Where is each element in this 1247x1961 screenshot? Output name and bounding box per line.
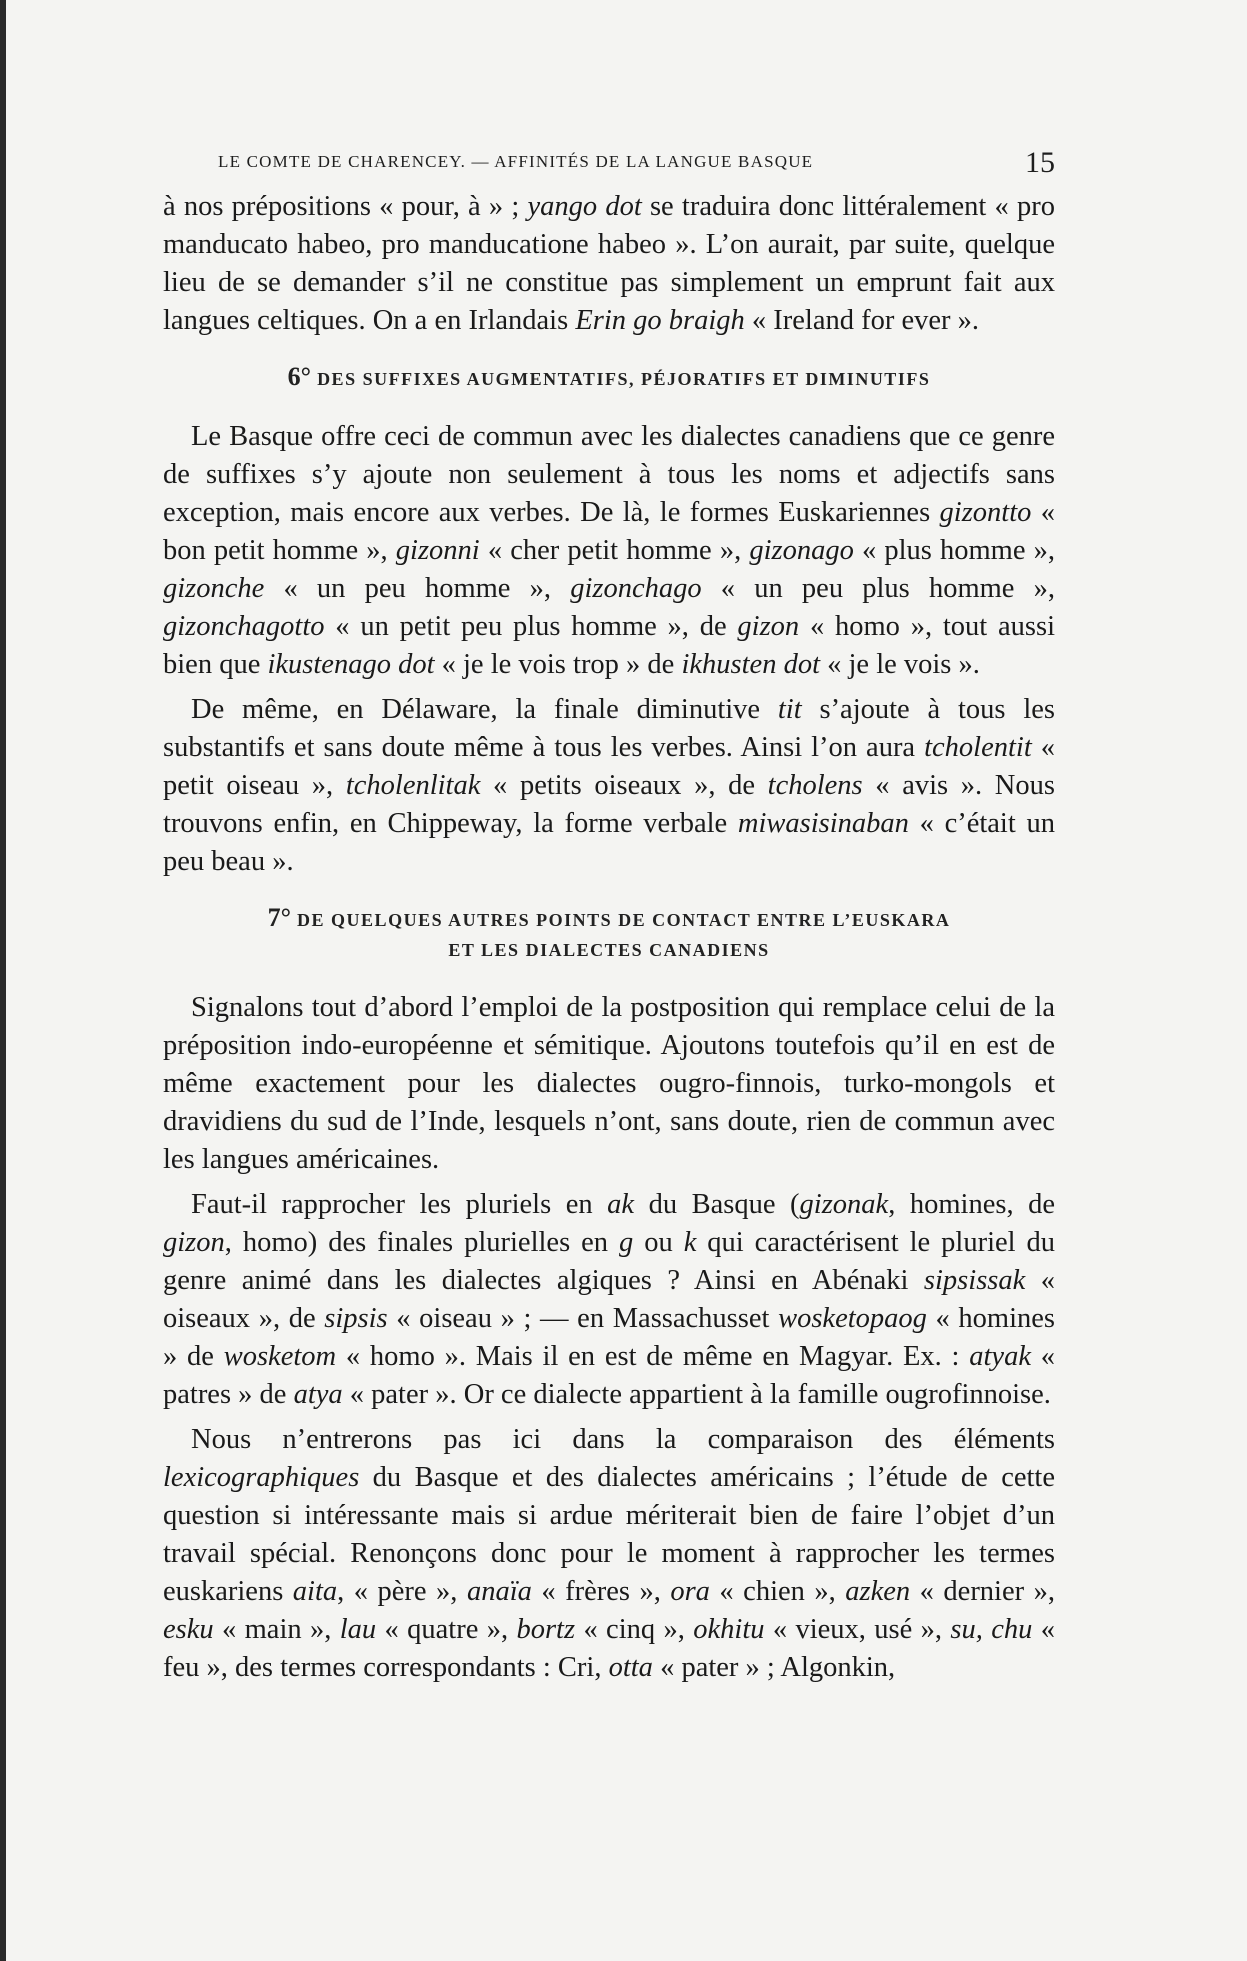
- italic-term: atyak: [969, 1341, 1031, 1372]
- italic-term: azken: [845, 1576, 911, 1607]
- italic-term: gizon: [163, 1227, 225, 1258]
- text-run: « bon petit homme »,: [163, 497, 1056, 566]
- running-title: LE COMTE DE CHARENCEY. — AFFINITÉS DE LA LANGUE BASQUE: [218, 152, 814, 171]
- italic-term: ak: [607, 1189, 635, 1220]
- italic-term: esku: [163, 1614, 214, 1645]
- italic-term: gizonchago: [570, 573, 702, 604]
- italic-term: gizon: [737, 611, 800, 642]
- italic-term: lexicographiques: [163, 1462, 360, 1493]
- text-run: « homo », tout aussi bien que: [163, 611, 1055, 680]
- text-run: , « père »,: [337, 1576, 467, 1607]
- italic-term: gizonchagotto: [163, 611, 325, 642]
- text-run: « un peu plus homme »,: [701, 573, 1055, 604]
- paragraph: [163, 989, 1055, 1179]
- italic-term: Erin go braigh: [575, 305, 745, 336]
- text-run: « dernier »,: [910, 1576, 1055, 1607]
- italic-term: k: [683, 1227, 697, 1258]
- italic-term: gizonni: [395, 535, 480, 566]
- italic-term: atya: [293, 1379, 343, 1410]
- text-run: « avis ». Nous trouvons enfin, en Chippeway, la forme verbale: [163, 770, 1055, 839]
- text-run: Le Basque offre ceci de commun avec les dialectes canadiens que ce genre de suffixes s’y ajoute non seulement à tous les noms et adjectifs sans exception, mais encore aux verbes. De là, le formes Euskariennes: [163, 421, 1055, 528]
- text-run: , homines, de: [888, 1189, 1056, 1220]
- italic-term: su, chu: [950, 1614, 1033, 1645]
- section-title-line-2: ET LES DIALECTES CANADIENS: [448, 940, 770, 960]
- italic-term: okhitu: [693, 1614, 765, 1645]
- text-run: à nos prépositions « pour, à » ;: [163, 191, 528, 222]
- text-run: « un petit peu plus homme », de: [324, 611, 738, 642]
- italic-term: wosketopaog: [778, 1303, 927, 1334]
- text-run: « vieux, usé »,: [764, 1614, 951, 1645]
- text-run: « Ireland for ever ».: [744, 305, 979, 336]
- paragraph-continuation: [163, 188, 1055, 340]
- text-run: De même, en Délaware, la finale diminutive: [191, 694, 778, 725]
- text-run: « plus homme »,: [853, 535, 1056, 566]
- text-run: Nous n’entrerons pas ici dans la comparaison des éléments: [191, 1424, 1055, 1455]
- text-run: du Basque et des dialectes américains ; l’étude de cette question si intéressante mais si ardue mériterait bien de faire l’objet d’un travail spécial. Renonçons donc pour le moment à rapprocher les termes euskariens: [163, 1462, 1055, 1607]
- italic-term: wosketom: [223, 1341, 337, 1372]
- text-run: « oiseaux », de: [163, 1265, 1056, 1334]
- page-edge-shadow: [0, 0, 6, 1961]
- italic-term: bortz: [516, 1614, 576, 1645]
- italic-term: ora: [670, 1576, 710, 1607]
- italic-term: g: [619, 1227, 634, 1258]
- text-run: « c’était un peu beau ».: [163, 808, 1055, 877]
- italic-term: tcholens: [767, 770, 863, 801]
- text-run: « un peu homme »,: [264, 573, 571, 604]
- text-run: « oiseau » ; — en Massachusset: [387, 1303, 779, 1334]
- text-run: « homo ». Mais il en est de même en Magyar. Ex. :: [336, 1341, 970, 1372]
- italic-term: miwasisinaban: [737, 808, 909, 839]
- paragraph: [163, 1186, 1055, 1414]
- text-run: qui caractérisent le pluriel du genre animé dans les dialectes algiques ? Ainsi en Abénaki: [163, 1227, 1056, 1296]
- italic-term: otta: [608, 1652, 653, 1683]
- text-run: « patres » de: [163, 1341, 1055, 1410]
- text-run: « feu », des termes correspondants : Cri,: [163, 1614, 1056, 1683]
- italic-term: gizonche: [163, 573, 265, 604]
- italic-term: yango dot: [527, 191, 642, 222]
- text-run: ou: [633, 1227, 684, 1258]
- italic-term: sipsis: [324, 1303, 388, 1334]
- text-run: « pater » ; Algonkin,: [652, 1652, 896, 1683]
- text-run: « je le vois ».: [820, 649, 980, 680]
- section-title-line-1: DE QUELQUES AUTRES POINTS DE CONTACT ENTRE L’EUSKARA: [297, 910, 951, 930]
- section-7-heading: [163, 903, 1055, 965]
- italic-term: gizonak: [799, 1189, 889, 1220]
- text-run: « cinq »,: [575, 1614, 694, 1645]
- text-run: « petit oiseau »,: [163, 732, 1056, 801]
- text-run: « homines » de: [163, 1303, 1055, 1372]
- text-run: se traduira donc littéralement « pro manducato habeo, pro manducatione habeo ». L’on aurait, par suite, quelque lieu de se demander s’il ne constitue pas simplement un emprunt fait aux langues celtiques. On a en Irlandais: [163, 191, 1055, 336]
- text-run: « je le vois trop » de: [434, 649, 682, 680]
- italic-term: tit: [777, 694, 802, 725]
- text-run: Faut-il rapprocher les pluriels en: [191, 1189, 608, 1220]
- text-run: Signalons tout d’abord l’emploi de la postposition qui remplace celui de la préposition indo-européenne et sémitique. Ajoutons toutefois qu’il en est de même exactement pour les dialectes ougro-finnois, turko-mongols et dravidiens du sud de l’Inde, lesquels n’ont, sans doute, rien de commun avec les langues américaines.: [163, 992, 1055, 1175]
- italic-term: sipsissak: [923, 1265, 1026, 1296]
- italic-term: tcholenlitak: [345, 770, 481, 801]
- text-run: « pater ». Or ce dialecte appartient à la famille ougrofinnoise.: [342, 1379, 1051, 1410]
- text-run: du Basque (: [634, 1189, 800, 1220]
- italic-term: lau: [339, 1614, 377, 1645]
- paragraph: [163, 1421, 1055, 1687]
- text-run: « petits oiseaux », de: [480, 770, 768, 801]
- text-run: , homo) des finales plurielles en: [224, 1227, 619, 1258]
- paragraph: [163, 418, 1055, 684]
- text-run: « frères »,: [531, 1576, 671, 1607]
- text-run: « quatre »,: [376, 1614, 517, 1645]
- italic-term: ikustenago dot: [267, 649, 435, 680]
- italic-term: tcholentit: [924, 732, 1032, 763]
- italic-term: gizonago: [749, 535, 854, 566]
- text-run: s’ajoute à tous les substantifs et sans doute même à tous les verbes. Ainsi l’on aura: [163, 694, 1055, 763]
- text-run: « chien »,: [709, 1576, 846, 1607]
- page-number: 15: [1025, 146, 1055, 179]
- section-number: 7°: [267, 903, 292, 932]
- text-run: « cher petit homme »,: [479, 535, 750, 566]
- body-text: [163, 188, 1055, 1687]
- italic-term: aita: [292, 1576, 338, 1607]
- section-number: 6°: [287, 362, 312, 391]
- italic-term: anaïa: [466, 1576, 532, 1607]
- section-title: DES SUFFIXES AUGMENTATIFS, PÉJORATIFS ET DIMINUTIFS: [317, 369, 931, 389]
- italic-term: gizontto: [939, 497, 1032, 528]
- section-6-heading: [163, 362, 1055, 394]
- paragraph: [163, 691, 1055, 881]
- text-run: « main »,: [213, 1614, 340, 1645]
- italic-term: ikhusten dot: [681, 649, 820, 680]
